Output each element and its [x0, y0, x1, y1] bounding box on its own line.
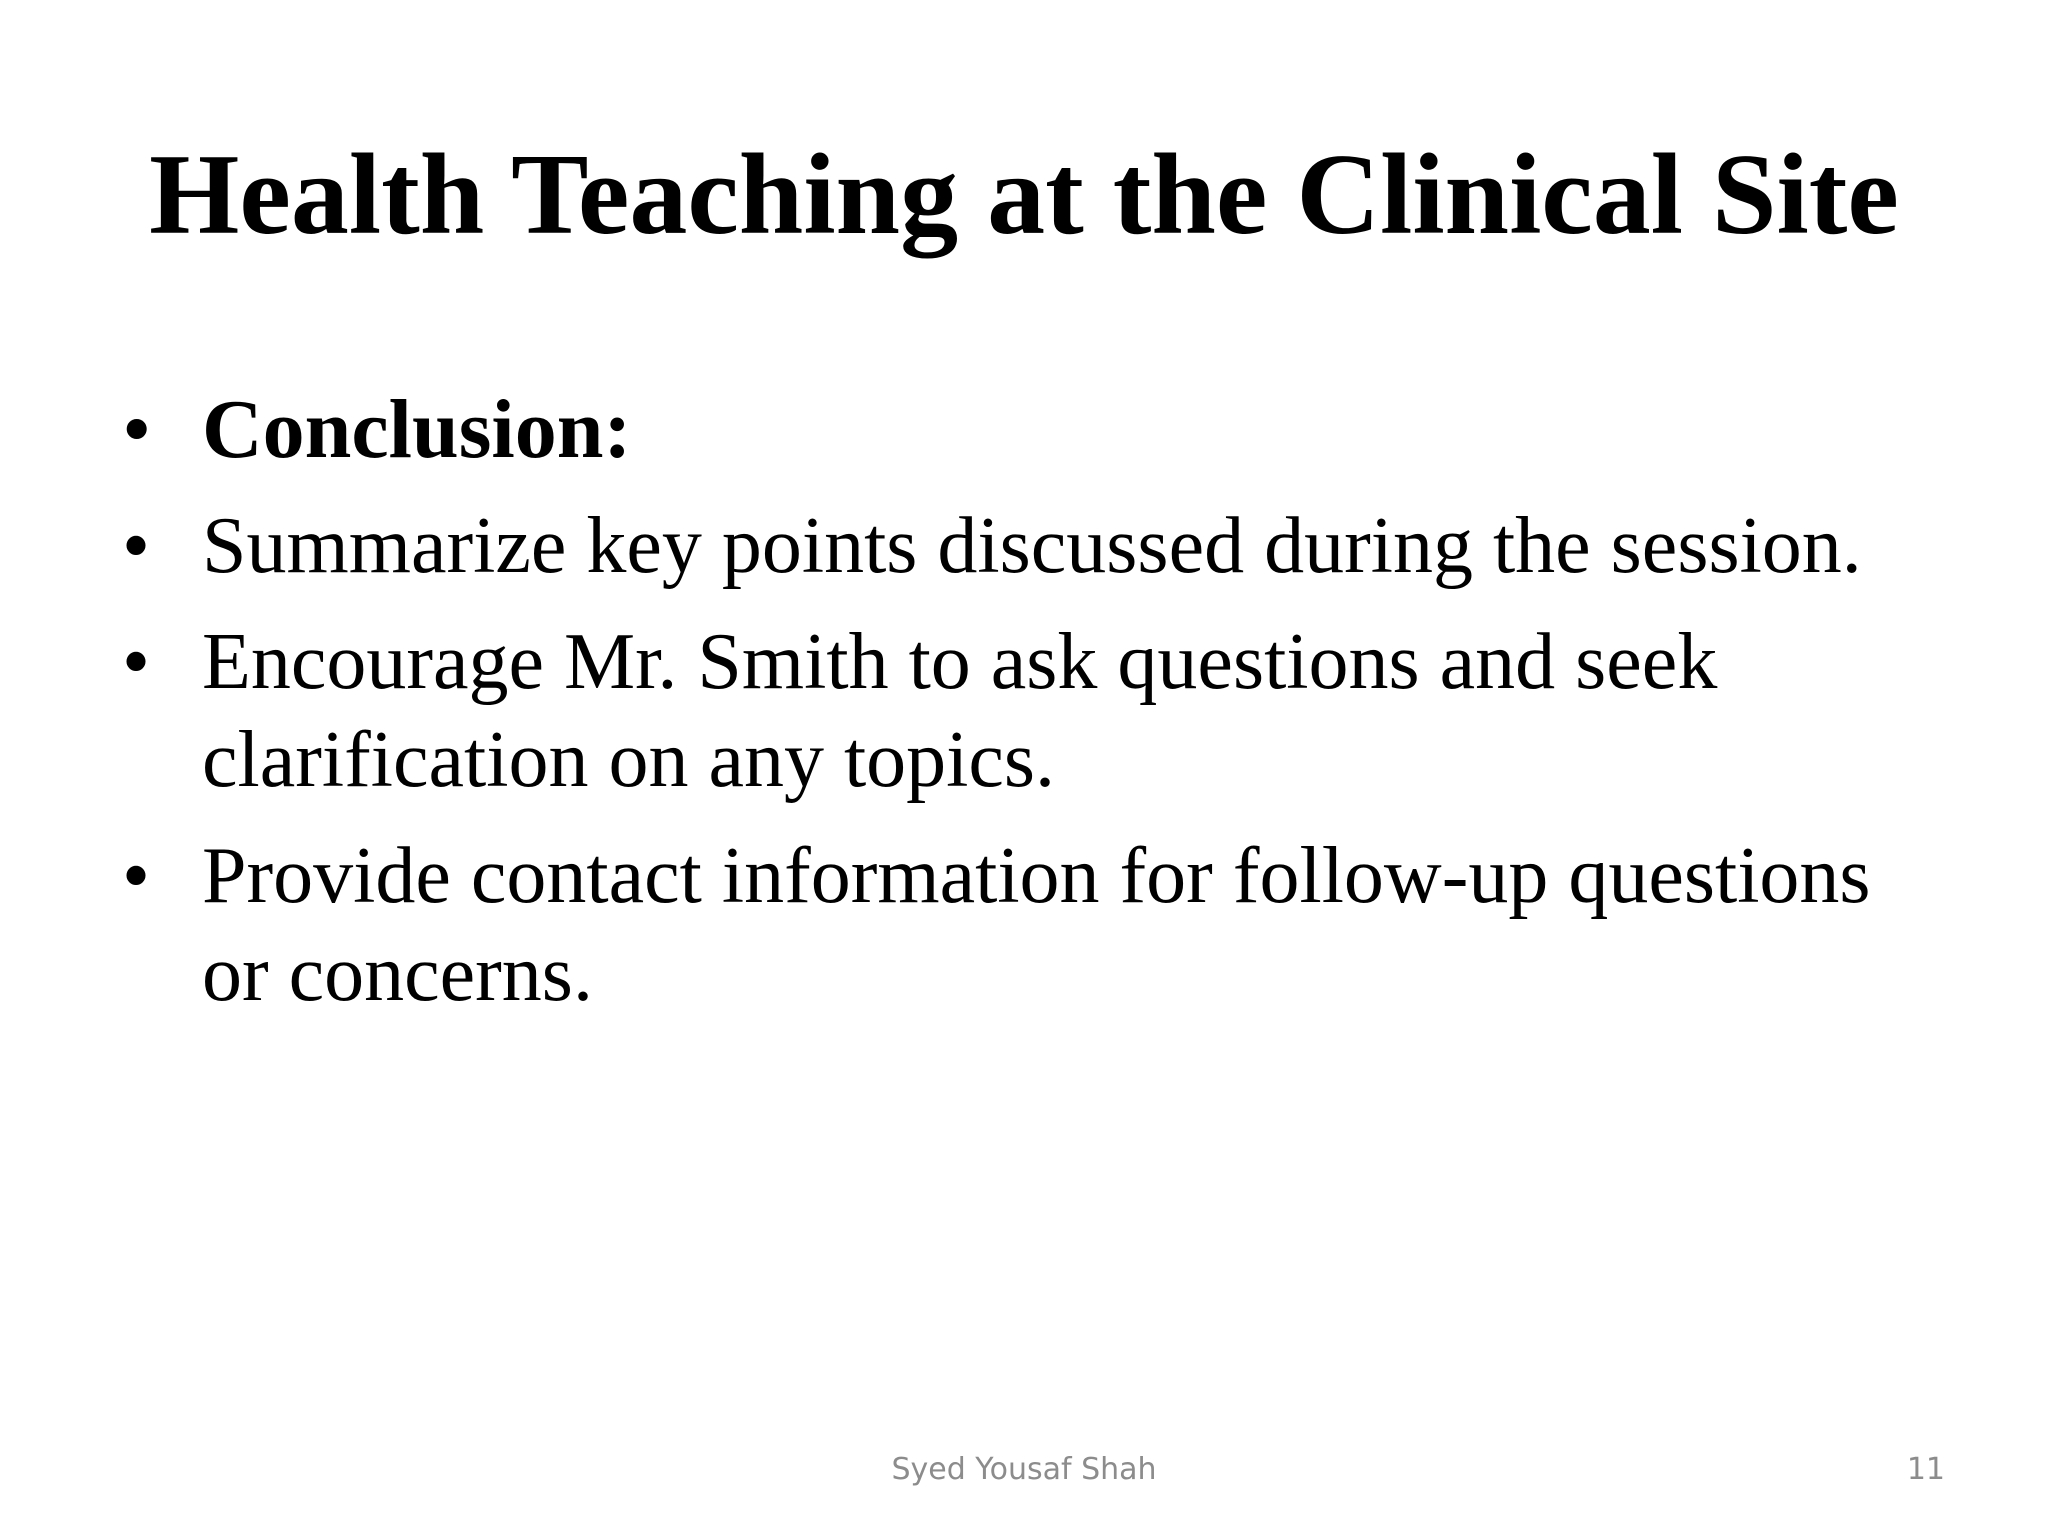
bullet-icon: • [122, 383, 152, 476]
footer-author: Syed Yousaf Shah [891, 1452, 1157, 1487]
bullet-item-conclusion [122, 375, 1942, 485]
slide-title: Health Teaching at the Clinical Site [149, 131, 1899, 259]
bullet-text: Summarize key points discussed during the session. [202, 502, 1862, 590]
bullet-list [122, 375, 1942, 1041]
bullet-icon: • [122, 502, 151, 590]
bullet-icon: • [122, 618, 151, 706]
bullet-text: Conclusion: [202, 383, 632, 476]
bullet-item-contact [122, 827, 1942, 1023]
bullet-item-summarize [122, 497, 1942, 595]
bullet-icon: • [122, 832, 151, 920]
bullet-item-encourage [122, 613, 1942, 809]
bullet-text: Provide contact information for follow-up questions or concerns. [202, 832, 1871, 1018]
page-number: 11 [1906, 1452, 1945, 1487]
bullet-text: Encourage Mr. Smith to ask questions and seek clarification on any topics. [202, 618, 1718, 804]
